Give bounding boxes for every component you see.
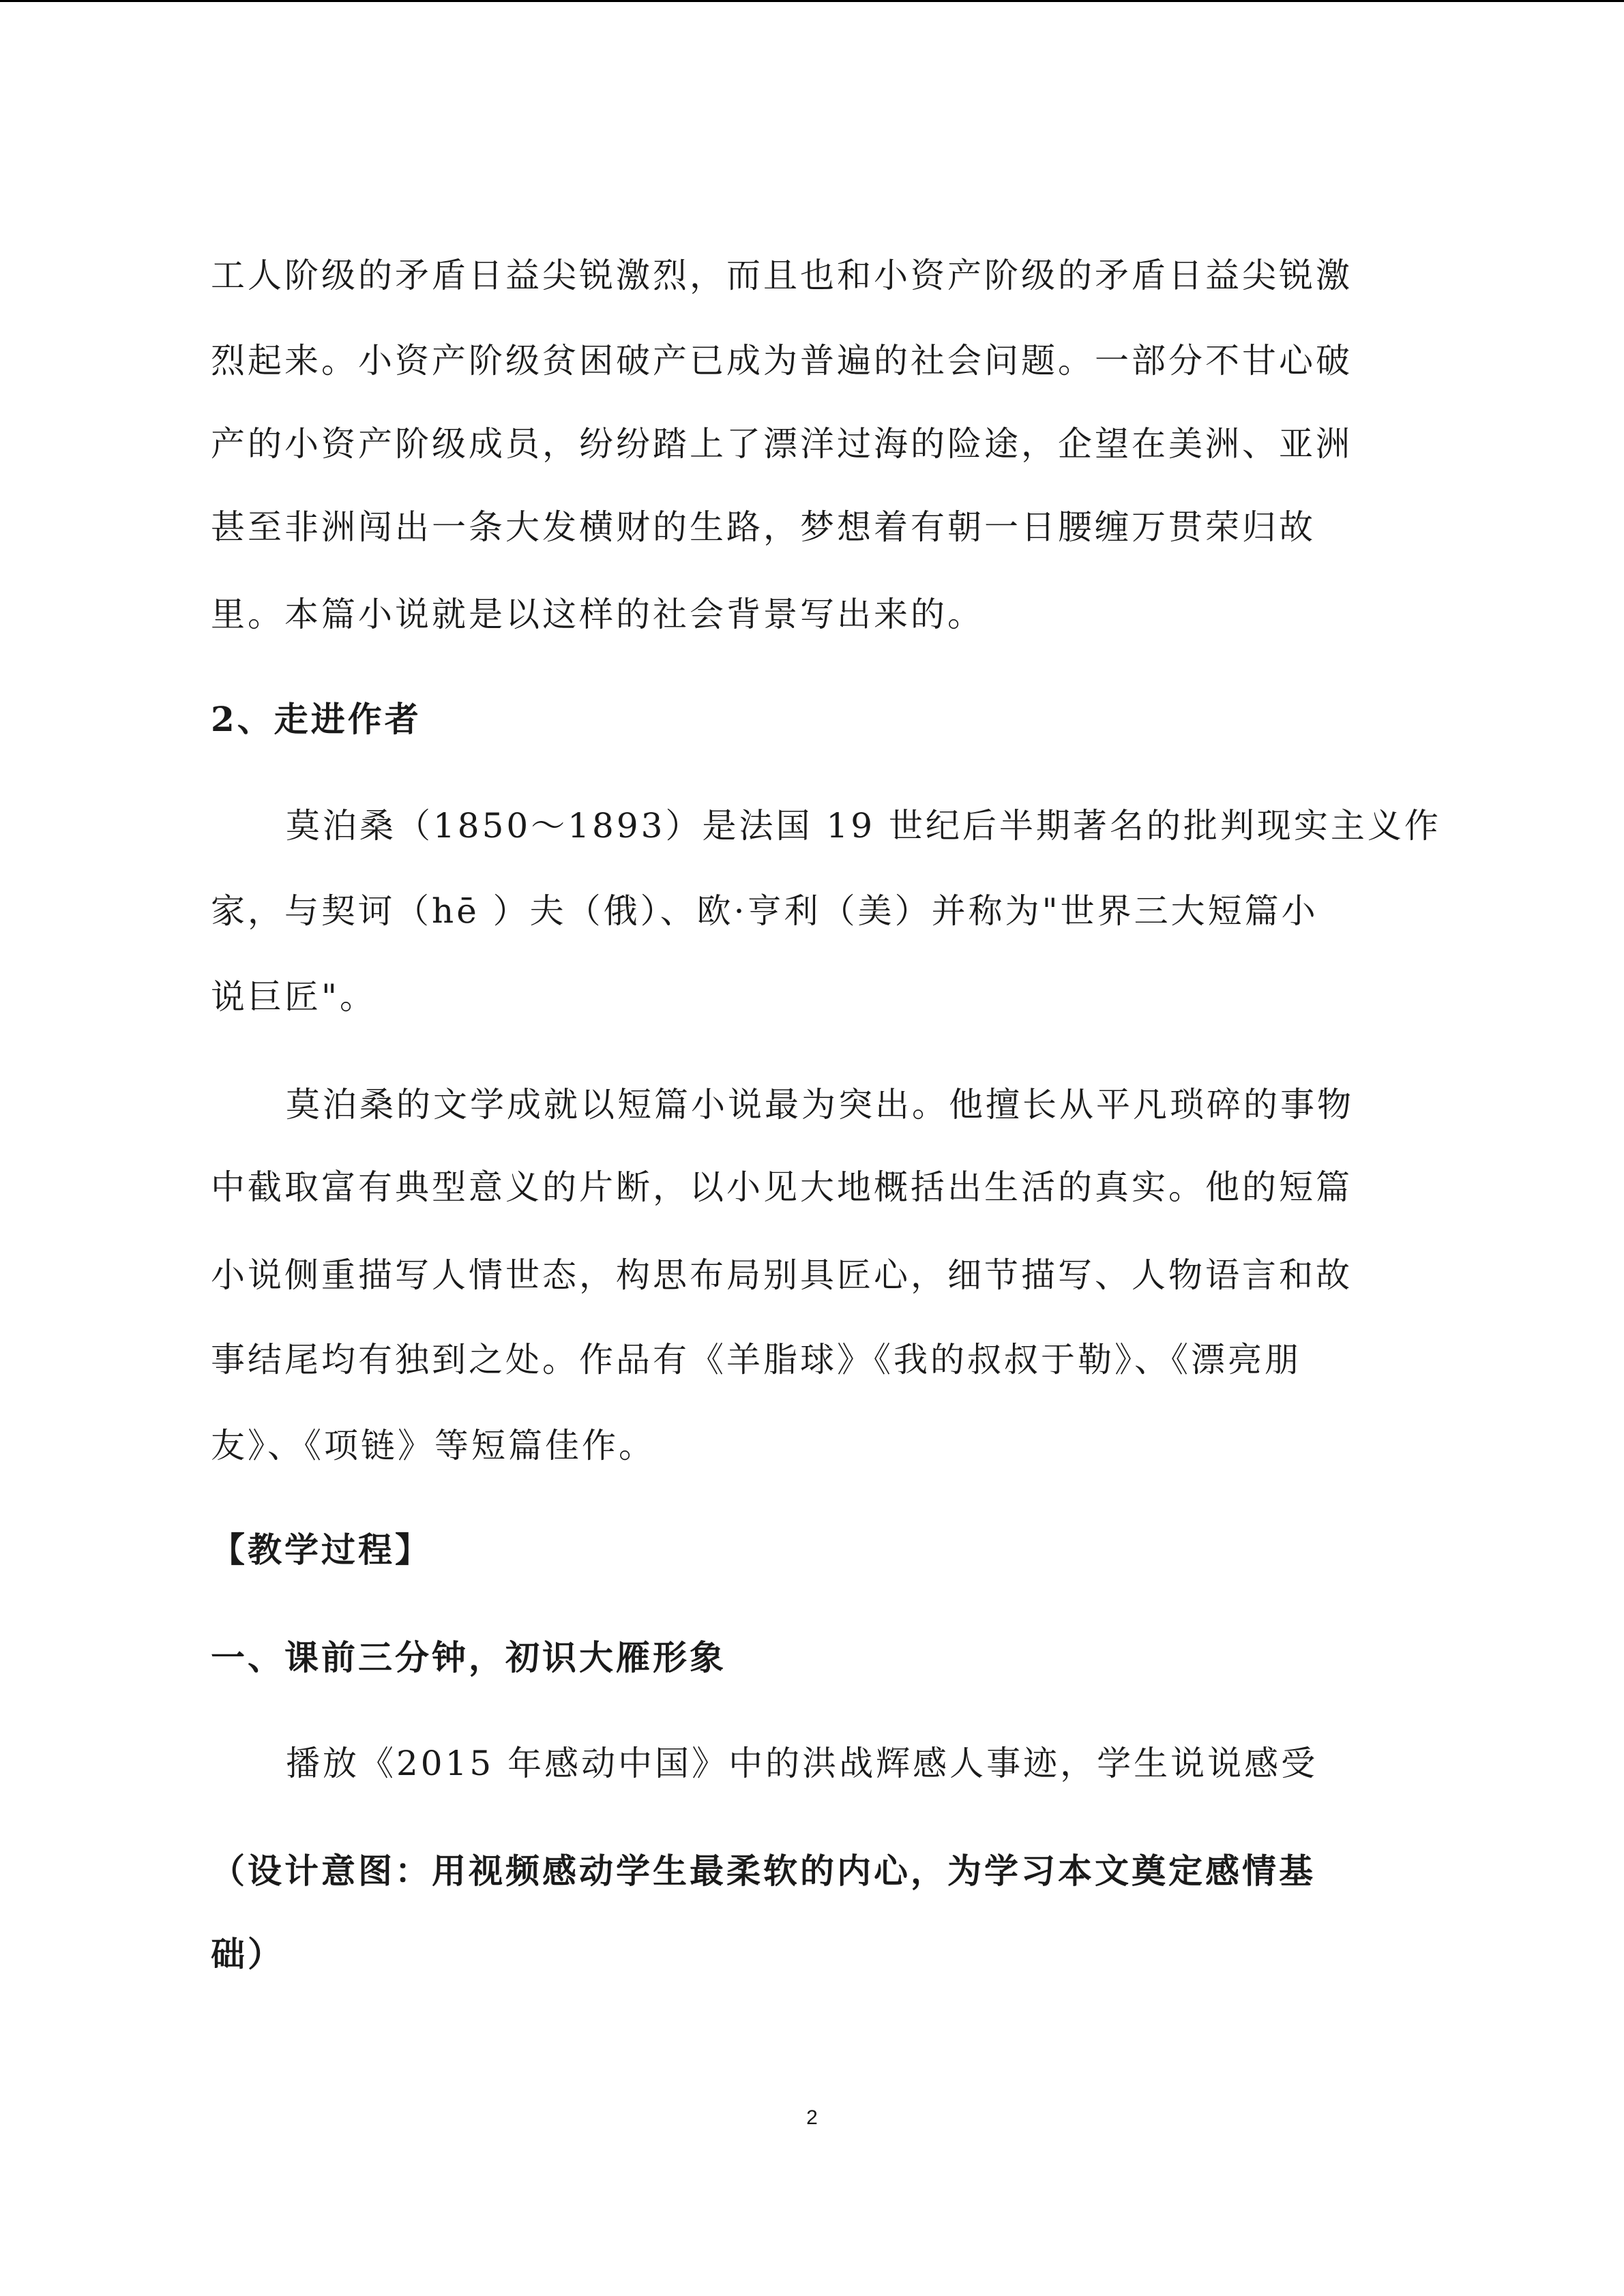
context-line-3: 产的小资产阶级成员，纷纷踏上了漂洋过海的险途，企望在美洲、亚洲 bbox=[211, 424, 1353, 464]
page-top-border bbox=[0, 0, 1624, 2]
author-para2-line-3: 小说侧重描写人情世态，构思布局别具匠心，细节描写、人物语言和故 bbox=[211, 1255, 1353, 1295]
teaching-process-heading: 【教学过程】 bbox=[211, 1530, 432, 1570]
context-line-4: 甚至非洲闯出一条大发横财的生路，梦想着有朝一日腰缠万贯荣归故 bbox=[211, 507, 1316, 547]
design-intent-line-2: 础） bbox=[211, 1934, 284, 1974]
author-para1-line-2: 家，与契诃（hē ）夫（俄）、欧·亨利（美）并称为"世界三大短篇小 bbox=[211, 891, 1318, 931]
author-para2-line-1: 莫泊桑的文学成就以短篇小说最为突出。他擅长从平凡琐碎的事物 bbox=[286, 1085, 1354, 1124]
context-line-1: 工人阶级的矛盾日益尖锐激烈，而且也和小资产阶级的矛盾日益尖锐激 bbox=[211, 256, 1353, 295]
step1-heading: 一、课前三分钟，初识大雁形象 bbox=[211, 1637, 726, 1678]
author-para2-line-4: 事结尾均有独到之处。作品有《羊脂球》《我的叔叔于勒》、《漂亮朋 bbox=[211, 1340, 1301, 1380]
author-para2-line-2: 中截取富有典型意义的片断，以小见大地概括出生活的真实。他的短篇 bbox=[211, 1167, 1353, 1207]
author-para2-line-5: 友》、《项链》等短篇佳作。 bbox=[211, 1426, 655, 1465]
design-intent-line-1: （设计意图：用视频感动学生最柔软的内心，为学习本文奠定感情基 bbox=[211, 1851, 1316, 1891]
author-para1-line-3: 说巨匠"。 bbox=[211, 977, 377, 1017]
step1-text: 播放《2015 年感动中国》中的洪战辉感人事迹，学生说说感受 bbox=[286, 1744, 1318, 1783]
page-number: 2 bbox=[806, 2106, 818, 2129]
context-line-5: 里。本篇小说就是以这样的社会背景写出来的。 bbox=[211, 595, 984, 634]
section-heading-author: 2、走进作者 bbox=[211, 699, 422, 739]
context-line-2: 烈起来。小资产阶级贫困破产已成为普遍的社会问题。一部分不甘心破 bbox=[211, 341, 1353, 381]
author-para1-line-1: 莫泊桑（1850～1893）是法国 19 世纪后半期著名的批判现实主义作 bbox=[286, 806, 1441, 846]
